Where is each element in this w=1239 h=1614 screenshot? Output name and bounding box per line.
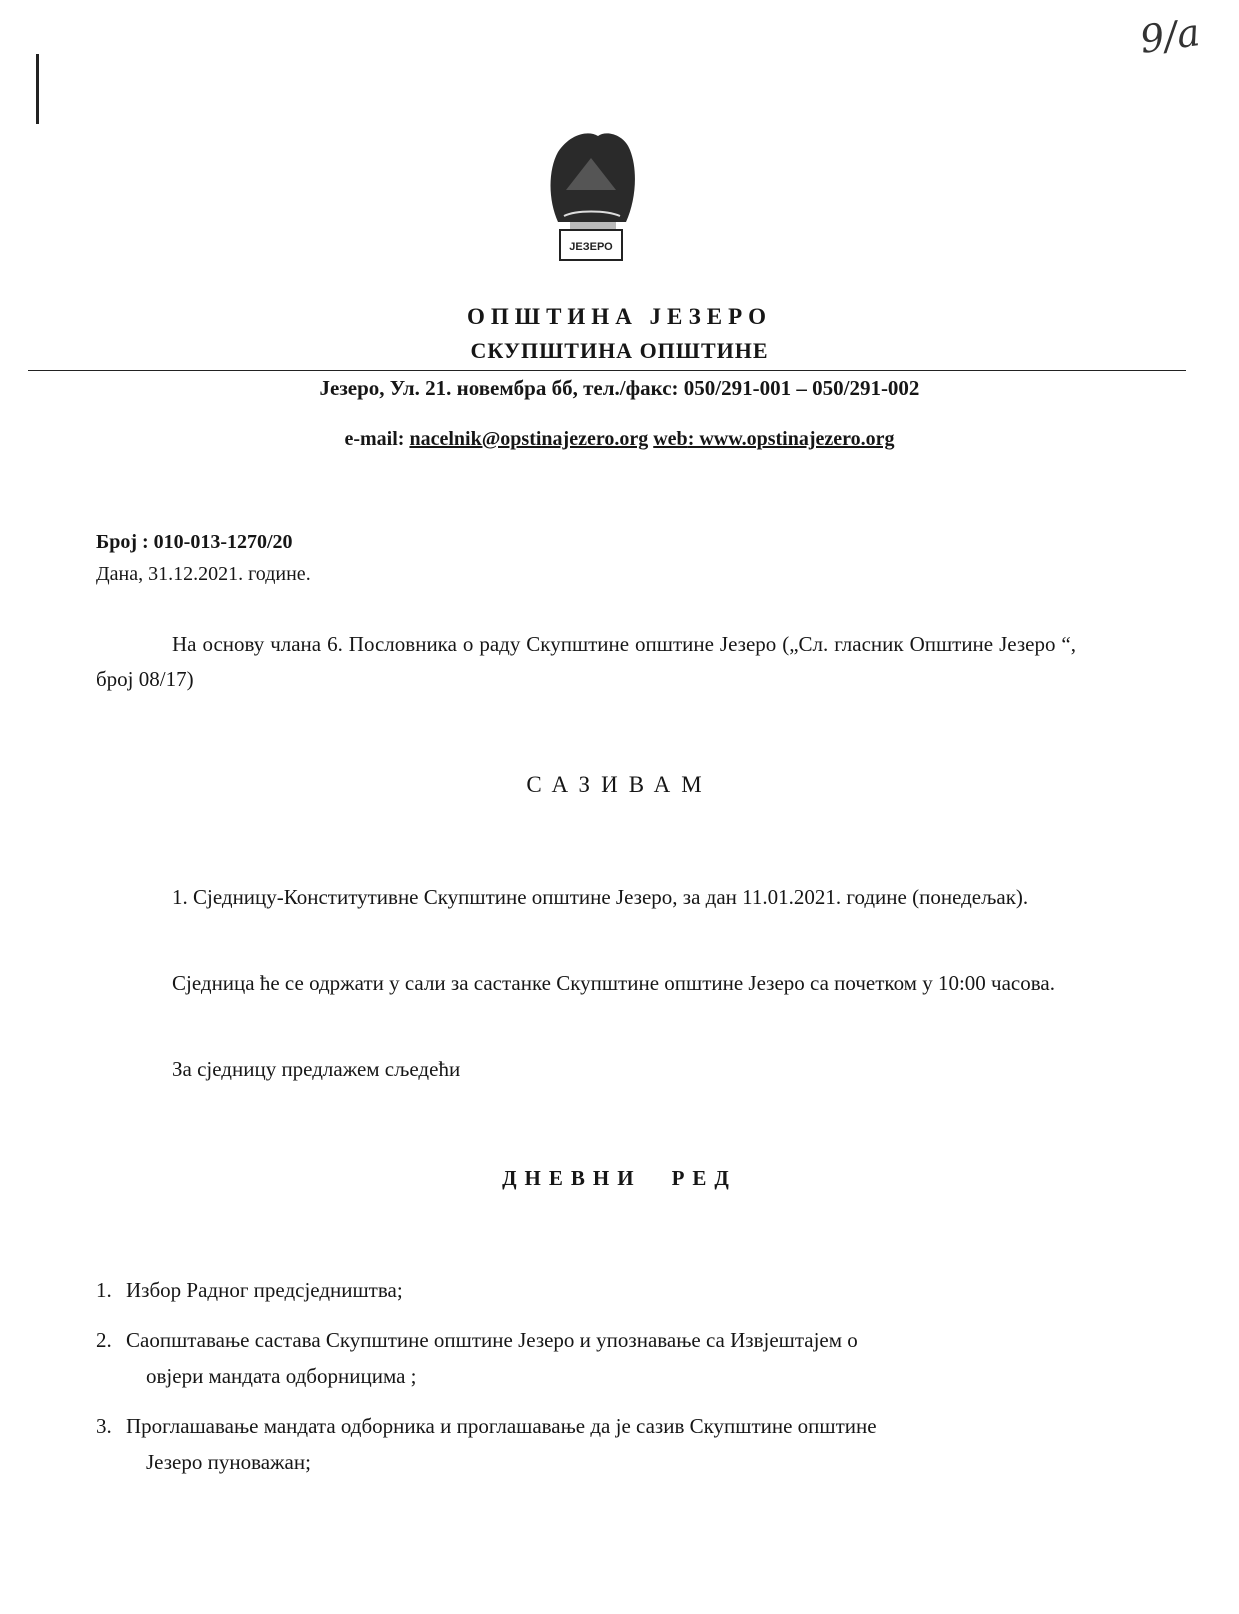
agenda-item-number: 2.	[96, 1328, 112, 1352]
agenda-item-text-continued: Језеро пуноважан;	[146, 1450, 311, 1474]
agenda-item-number: 3.	[96, 1414, 112, 1438]
propose-paragraph: За сједницу предлажем сљедећи	[172, 1057, 461, 1081]
session-paragraph: 1. Сједницу-Конститутивне Скупштине општине Језеро, за дан 11.01.2021. године (понедељак).	[172, 885, 1029, 909]
margin-mark	[36, 54, 39, 124]
municipality-name: ОПШТИНА ЈЕЗЕРО	[467, 304, 772, 329]
web-link[interactable]: : www.opstinajezero.org	[687, 428, 895, 450]
document-date: Дана, 31.12.2021. године.	[96, 563, 311, 585]
agenda-item-number: 1.	[96, 1278, 112, 1302]
agenda-item	[96, 1408, 1076, 1480]
agenda-title-a: ДНЕВНИ	[502, 1166, 642, 1190]
agenda-item-text: Проглашавање мандата одборника и проглашавање да је сазив Скупштине општине	[126, 1414, 877, 1438]
contact-line	[0, 428, 1239, 451]
email-label: e-mail:	[344, 428, 405, 450]
logo-label: ЈЕЗЕРО	[569, 241, 613, 253]
convene-title: САЗИВАМ	[526, 772, 713, 797]
header-divider	[28, 370, 1186, 371]
agenda-item	[96, 1322, 1076, 1394]
agenda-item-text: Избор Радног предсједништва;	[126, 1278, 403, 1302]
agenda-title-b: РЕД	[671, 1166, 737, 1190]
agenda-item-text: Саопштавање састава Скупштине општине Језеро и упознавање са Извјештајем о	[126, 1328, 858, 1352]
address-line: Језеро, Ул. 21. новембра бб, тел./факс: 050/291-001 – 050/291-002	[319, 376, 920, 400]
location-paragraph: Сједница ће се одржати у сали за састанке Скупштине општине Језеро са почетком у 10:00 часова.	[172, 971, 1055, 995]
email-link[interactable]: nacelnik@opstinajezero.org	[409, 428, 649, 450]
agenda-item	[96, 1272, 1076, 1308]
handwritten-page-note: 9/a	[1137, 10, 1203, 62]
legal-basis-paragraph: На основу члана 6. Пословника о раду Скупштине општине Језеро („Сл. гласник Општине Језеро “, број 08/17)	[96, 632, 1076, 691]
agenda-item-text-continued: овјери мандата одборницима ;	[146, 1364, 417, 1388]
web-label: web	[653, 428, 688, 450]
assembly-name: СКУПШТИНА ОПШТИНЕ	[470, 338, 769, 363]
agenda-title	[0, 1166, 1239, 1191]
jezero-crest-icon	[546, 130, 636, 272]
reference-number: Број : 010-013-1270/20	[96, 531, 293, 553]
